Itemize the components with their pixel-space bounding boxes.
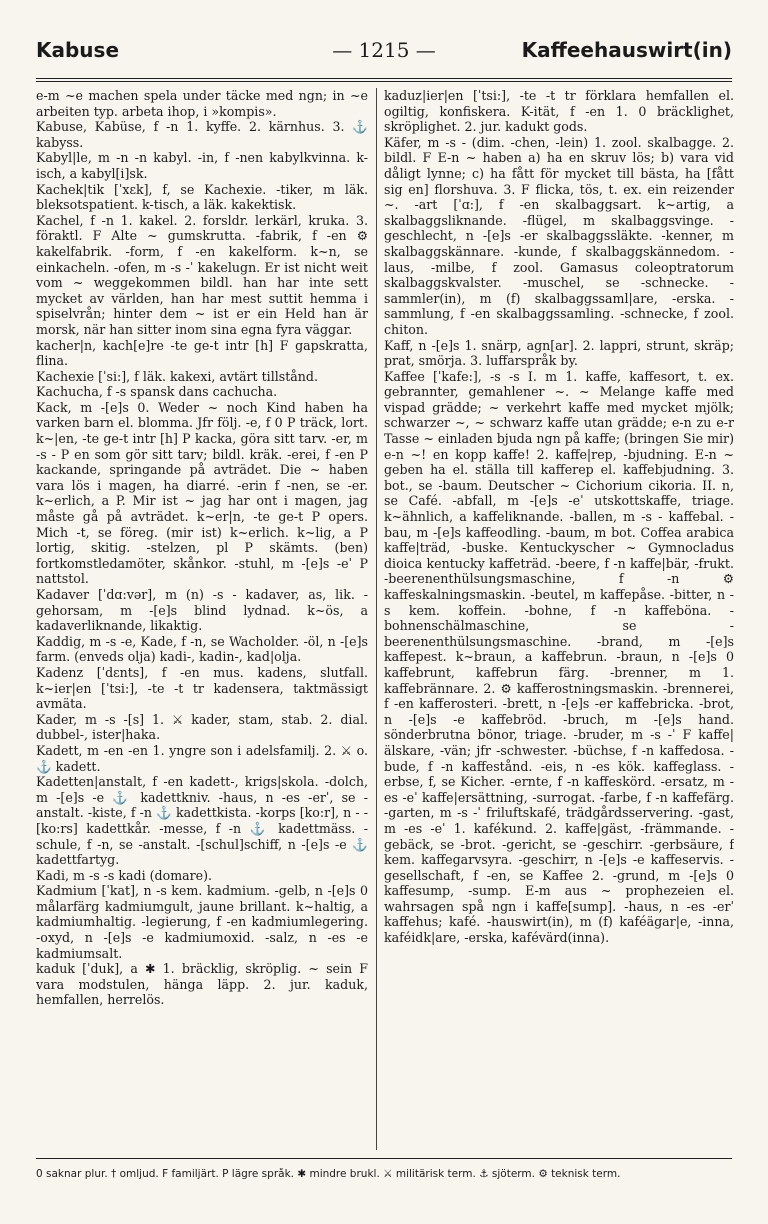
page-number: — 1215 — xyxy=(332,38,436,62)
dictionary-entry: e-m ~e machen spela under täcke med ngn; in ~e arbeiten typ. arbeta ihop, i »kompis». xyxy=(36,88,368,119)
column-divider xyxy=(376,88,377,1150)
dictionary-entry: Käfer, m -s - (dim. -chen, -lein) 1. zool. skalbagge. 2. bildl. F E-n ~ haben a) ha en skruv lös; b) vara vid dåligt lynne; c) ha fått för mycket till bästa, ha [fått sig en] florshuva. 3. F flicka, tös, t. ex. ein reizender ~. -art [ˈɑ:], f -en skalbaggsart. k~artig, a skalbaggsliknande. -flügel, m skalbaggsvinge. -geschlecht, n -[e]s -er skalbaggssläkte. -kenner, m skalbaggskännare. -kunde, f skalbaggskännedom. -laus, -milbe, f zool. Gamasus coleoptratorum skalbaggskvalster. -muschel, se -schnecke. -sammler(in), m (f) skalbaggssaml|are, -erska. -sammlung, f -en skalbaggssamling. -schnecke, f zool. chiton. xyxy=(384,134,734,337)
header-rule xyxy=(36,78,732,79)
dictionary-entry: Kadaver [ˈdɑ:vər], m (n) -s - kadaver, as, lik. -gehorsam, m -[e]s blind lydnad. k~ös, a kadaverliknande, likaktig. xyxy=(36,587,368,634)
left-column xyxy=(36,88,368,1150)
footer-rule xyxy=(36,1158,732,1159)
dictionary-entry: Kadi, m -s -s kadi (domare). xyxy=(36,867,213,883)
header-last-entry: Kaffeehauswirt(in) xyxy=(521,38,732,62)
dictionary-entry: Kack, m -[e]s 0. Weder ~ noch Kind haben ha varken barn el. blomma. Jfr följ. -e, f 0 P träck, lort. k~|en, -te ge-t intr [h] P kacka, göra sitt tarv. -er, m -s - P en som gör sitt tarv; bildl. kräk. -erei, f -en P kackande, springande på avträdet. Die ~ haben vara lös i magen, ha diarré. -erin f -nen, se -er. k~erlich, a P. Mir ist ~ jag har ont i magen, jag måste gå på avträdet. k~er|n, -te ge-t P opers. Mich -t, se föreg. (mir ist) k~erlich. k~lig, a P lortig, skitig. -stelzen, pl P skämts. (ben) fortkomstledamöter, skånkor. -stuhl, m -[e]s -eˈ P nattstol. xyxy=(36,399,368,587)
dictionary-entry: kaduz|ier|en [ˈtsi:], -te -t tr förklara hemfallen el. ogiltig, konfiskera. K-ität, f -en 1. 0 bräcklighet, skröplighet. 2. jur. kadukt gods. xyxy=(384,88,734,135)
dictionary-entry: Kachel, f -n 1. kakel. 2. forsldr. lerkärl, kruka. 3. föraktl. F Alte ~ gumskrutta. -fabrik, f -en ⚙ kakelfabrik. -form, f -en kakelform. k~n, se einkacheln. -ofen, m -s -ˈ kakelugn. Er ist nicht weit vom ~ weggekommen bildl. han har inte sett mycket av världen, han har mest suttit hemma i spiselvrån; hinter dem ~ ist er ein Held han är morsk, när han sitter inom sina egna fyra väggar. xyxy=(36,212,368,337)
right-column xyxy=(384,88,734,1150)
dictionary-entry: Kabuse, Kabüse, f -n 1. kyffe. 2. kärnhus. 3. ⚓ kabyss. xyxy=(36,119,368,150)
page-header xyxy=(36,38,732,68)
dictionary-entry: Kachexie [ˈsi:], f läk. kakexi, avtärt tillstånd. xyxy=(36,368,318,384)
dictionary-entry: Kabyl|le, m -n -n kabyl. -in, f -nen kabylkvinna. k-isch, a kabyl[i]sk. xyxy=(36,150,368,181)
dictionary-entry: Kachek|tik [ˈxɛk], f, se Kachexie. -tiker, m läk. bleksotspatient. k-tisch, a läk. kakektisk. xyxy=(36,181,368,213)
dictionary-entry: Kadett, m -en -en 1. yngre son i adelsfamilj. 2. ⚔ o. ⚓ kadett. xyxy=(36,742,368,774)
dictionary-entry: Kader, m -s -[s] 1. ⚔ kader, stam, stab. 2. dial. dubbel-, ister|haka. xyxy=(36,711,368,743)
dictionary-entry: kacher|n, kach[e]re -te ge-t intr [h] F gapskratta, flina. xyxy=(36,337,368,369)
dictionary-entry: Kaffee [ˈkafe:], -s -s I. m 1. kaffe, kaffesort, t. ex. gebrannter, gemahlener ~. ~ Melange kaffe med vispad grädde; ~ verkehrt kaffe med mycket mjölk; schwarzer ~, ~ schwarz kaffe utan grädde; e-n zu e-r Tasse ~ einladen bjuda ngn på kaffe; (bringen Sie mir) e-n ~! en kopp kaffe! 2. kaffe|rep, -bjudning. E-n ~ geben ha el. ställa till kafferep el. kaffebjudning. 3. bot., se -baum. Deutscher ~ Cichorium cikoria. II. n, se Café. -abfall, m -[e]s -eˈ utskottskaffe, triage. k~ähnlich, a kaffeliknande. -ballen, m -s - kaffebal. -bau, m -[e]s kaffeodling. -baum, m bot. Coffea arabica kaffe|träd, -buske. Kentuckyscher ~ Gymnocladus dioica kentucky kaffeträd. -beere, f -n kaffe|bär, -frukt. -beerenenthülsungsmaschine, f -n ⚙ kaffeskalningsmaskin. -beutel, m kaffepåse. -bitter, n -s kem. koffein. -bohne, f -n kaffeböna. -bohnenschälmaschine, se -beerenenthülsungsmaschine. -brand, m -[e]s kaffepest. k~braun, a kaffebrun. -braun, n -[e]s 0 kaffebrunt, kaffebrun färg. -brenner, m 1. kaffebrännare. 2. ⚙ kafferostningsmaskin. -brennerei, f -en kafferosteri. -brett, n -[e]s -er kaffebricka. -brot, n -[e]s -e kaffebröd. -bruch, m -[e]s hand. sönderbrutna bönor, triage. -bruder, m -s -ˈ F kaffe|älskare, -vän; jfr -schwester. -büchse, f -n kaffedosa. -bude, f -n kaffestånd. -eis, n -es kök. kaffeglass. -erbse, f, se Kicher. -ernte, f -n kaffeskörd. -ersatz, m -es -eˈ kaffe|ersättning, -surrogat. -farbe, f -n kaffefärg. -garten, m -s -ˈ friluftskafé, trädgårdsservering. -gast, m -es -eˈ 1. kafékund. 2. kaffe|gäst, -främmande. -gebäck, se -brot. -gericht, se -geschirr. -gerbsäure, f kem. kaffegarvsyra. -geschirr, n -[e]s -e kaffeservis. -gesellschaft, f -en, se Kaffee 2. -grund, m -[e]s 0 kaffesump, -sump. E-m aus ~ prophezeien el. wahrsagen spå ngn i kaffe[sump]. -haus, n -es -erˈ kaffehus; kafé. -hauswirt(in), m (f) kaféägar|e, -inna, kaféidk|are, -erska, kafévärd(inna). xyxy=(384,368,734,946)
dictionary-entry: Kaddig, m -s -e, Kade, f -n, se Wacholder. -öl, n -[e]s farm. (enveds olja) kadi-, kadin-, kad|olja. xyxy=(36,633,368,665)
dictionary-entry: Kadenz [ˈdɛnts], f -en mus. kadens, slutfall. k~ier|en [ˈtsi:], -te -t tr kadensera, taktmässigt avmäta. xyxy=(36,664,368,712)
header-first-entry: Kabuse xyxy=(36,38,120,62)
header-rule-thin xyxy=(36,81,732,82)
dictionary-entry: kaduk [ˈduk], a ✱ 1. bräcklig, skröplig. ~ sein F vara modstulen, hänga läpp. 2. jur. kaduk, hemfallen, herrelös. xyxy=(36,961,368,1008)
dictionary-entry: Kadetten|anstalt, f -en kadett-, krigs|skola. -dolch, m -[e]s -e ⚓ kadettkniv. -haus, n -es -erˈ, se -anstalt. -kiste, f -n ⚓ kadettkista. -korps [ko:r], n - - [ko:rs] kadettkår. -messe, f -n ⚓ kadettmäss. -schule, f -n, se -anstalt. -[schul]schiff, n -[e]s -e ⚓ kadettfartyg. xyxy=(36,774,368,868)
dictionary-entry: Kachucha, f -s spansk dans cachucha. xyxy=(36,384,278,400)
abbreviation-legend: 0 saknar plur. † omljud. F familjärt. P lägre språk. ✱ mindre brukl. ⚔ militärisk term. ⚓ sjöterm. ⚙ teknisk term. xyxy=(36,1168,621,1180)
dictionary-entry: Kaff, n -[e]s 1. snärp, agn[ar]. 2. lappri, strunt, skräp; prat, smörja. 3. luffarspråk by. xyxy=(384,337,734,369)
dictionary-entry: Kadmium [ˈkat], n -s kem. kadmium. -gelb, n -[e]s 0 målarfärg kadmiumgult, jaune brillant. k~haltig, a kadmiumhaltig. -legierung, f -en kadmiumlegering. -oxyd, n -[e]s -e kadmiumoxid. -salz, n -es -e kadmiumsalt. xyxy=(36,883,368,961)
